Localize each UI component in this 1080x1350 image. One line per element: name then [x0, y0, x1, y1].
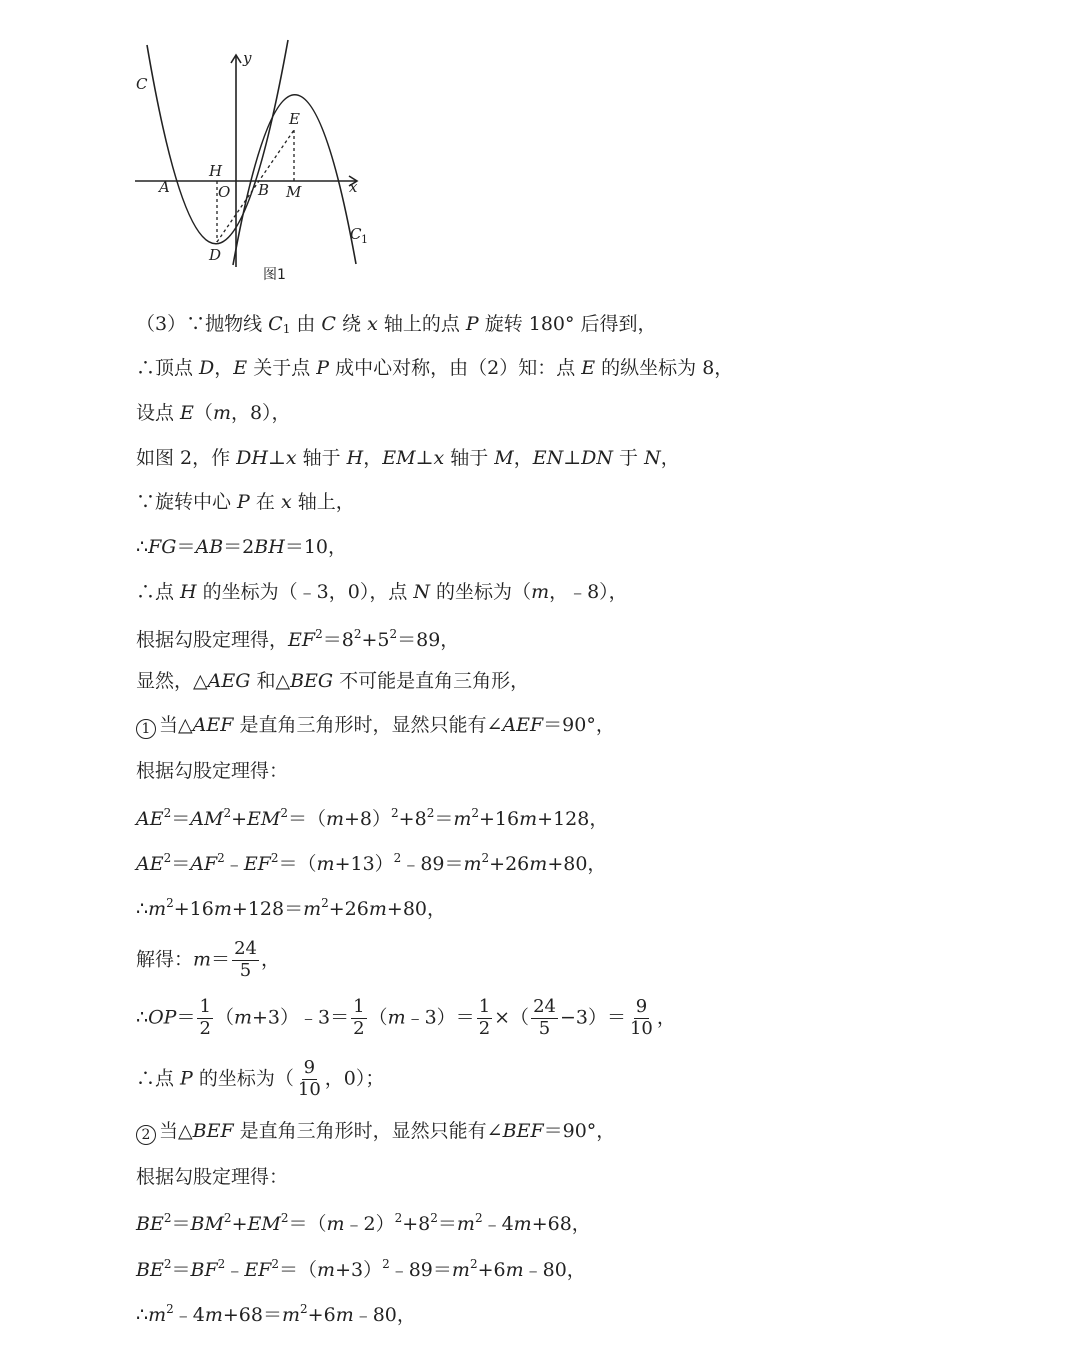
- fraction-1-2: $\frac{1}{2}$: [353, 996, 365, 1039]
- circled-number-2: 2: [136, 1125, 156, 1145]
- line-11: 根据勾股定理得：: [136, 760, 289, 782]
- label-c1: C: [350, 225, 362, 243]
- label-b: B: [258, 181, 270, 199]
- line-8: 根据勾股定理得，$EF^2=8^2+5^2=89$，: [136, 627, 460, 651]
- line-18: 2 当△BEF 是直角三角形时，显然只能有∠BEF＝90°，: [136, 1122, 615, 1145]
- line-22: $\therefore m^2﹣4m+68=m^2+6m﹣80$，: [136, 1302, 416, 1326]
- line-17: ∴点 P 的坐标为（ $\frac{9}{10}$ ，0）；: [136, 1057, 385, 1100]
- label-c1-sub: 1: [361, 233, 368, 246]
- line-3: 设点 E（m，8），: [136, 402, 291, 424]
- label-x: x: [349, 178, 358, 196]
- line-9: 显然，△AEG 和△BEG 不可能是直角三角形，: [136, 670, 530, 692]
- label-y: y: [243, 49, 252, 67]
- fraction-24-5: $\frac{24}{5}$: [533, 996, 556, 1039]
- label-m: M: [286, 183, 302, 201]
- label-c: C: [136, 75, 148, 93]
- figure-caption: 图1: [263, 267, 286, 283]
- figure-1: [125, 35, 385, 295]
- line-4: 如图 2，作 DH⊥x 轴于 H，EM⊥x 轴于 M，EN⊥DN 于 N，: [136, 447, 680, 469]
- circled-number-1: 1: [136, 719, 156, 739]
- fraction-9-10: $\frac{9}{10}$: [629, 996, 653, 1039]
- fraction-1-2: $\frac{1}{2}$: [478, 996, 491, 1039]
- fraction-9-10: $\frac{9}{10}$: [297, 1057, 321, 1100]
- fraction-24-5: $\frac{24}{5}$: [234, 938, 257, 981]
- line-13: $AE^2=AF^2﹣EF^2=(m+13)^2﹣89=m^2+26m+80$，: [136, 851, 607, 875]
- label-a: A: [159, 178, 170, 196]
- line-20: $BE^2=BM^2+EM^2=(m﹣2)^2+8^2=m^2﹣4m+68$，: [136, 1211, 591, 1235]
- line-2: ∴顶点 D，E 关于点 P 成中心对称，由（2）知：点 E 的纵坐标为 8，: [136, 357, 734, 379]
- line-10: 1 当△AEF 是直角三角形时，显然只能有∠AEF＝90°，: [136, 716, 615, 739]
- label-h: H: [209, 162, 223, 180]
- line-21: $BE^2=BF^2﹣EF^2=(m+3)^2﹣89=m^2+6m﹣80$，: [136, 1257, 586, 1281]
- line-5: ∵旋转中心 P 在 x 轴上，: [136, 491, 355, 513]
- line-16: ∴OP＝ $\frac{1}{2}$ （m+3）﹣3＝ $\frac{1}{2}$ （m﹣3）＝ $\frac{1}{2}$ ×（ $\frac{24}{5}$ −3）＝ $\frac{9}{10}$ ，: [136, 996, 676, 1039]
- line-14: $\therefore m^2+16m+128=m^2+26m+80$，: [136, 896, 447, 920]
- label-o: O: [218, 183, 231, 201]
- label-e: E: [289, 110, 300, 128]
- fraction-1-2: $\frac{1}{2}$: [199, 996, 211, 1039]
- line-6: ∴FG＝AB＝2BH＝10，: [136, 536, 347, 558]
- line-7: ∴点 H 的坐标为（﹣3，0），点 N 的坐标为（m，﹣8），: [136, 581, 628, 603]
- line-12: $AE^2=AM^2+EM^2=(m+8)^2+8^2=m^2+16m+128$，: [136, 806, 609, 830]
- line-15: 解得：m＝ $\frac{24}{5}$ ，: [136, 938, 280, 981]
- line-19: 根据勾股定理得：: [136, 1166, 289, 1188]
- label-d: D: [209, 246, 222, 264]
- line-1: （3）∵抛物线 $C_1$ 由 C 绕 x 轴上的点 P 旋转 180° 后得到，: [136, 313, 657, 336]
